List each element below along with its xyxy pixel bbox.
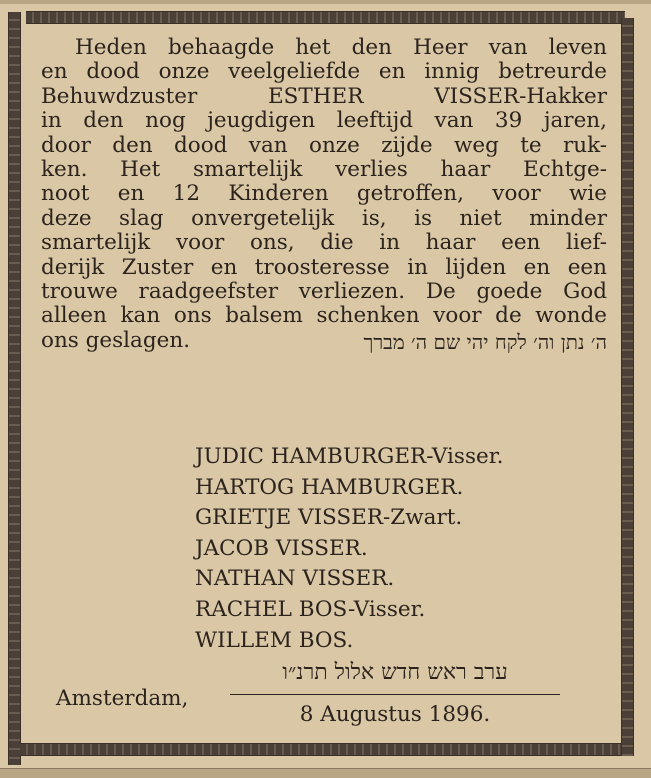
place-name: Amsterdam, xyxy=(56,686,189,711)
notice-line: noot en 12 Kinderen getroffen, voor wie xyxy=(41,181,607,207)
notice-line: ken. Het smartelijk verlies haar Echtge- xyxy=(41,157,607,183)
signatory-name: RACHEL BOS-Visser. xyxy=(195,596,426,622)
notice-line: Heden behaagde het den Heer van leven xyxy=(75,35,607,60)
notice-line: Behuwdzuster ESTHER VISSER-Hakker xyxy=(41,83,607,109)
hebrew-verse: ה׳ נתן וה׳ לקח יהי שם ה׳ מברך xyxy=(363,329,607,354)
date-divider xyxy=(230,694,560,695)
signatory-name: HARTOG HAMBURGER. xyxy=(195,474,464,500)
signatory-name: JACOB VISSER. xyxy=(195,535,368,561)
gregorian-date: 8 Augustus 1896. xyxy=(299,702,491,727)
border-rule-right xyxy=(621,18,634,756)
border-rule-top xyxy=(26,11,625,24)
signatory-name: WILLEM BOS. xyxy=(195,627,354,653)
notice-line: deze slag onvergetelijk is, is niet minder xyxy=(41,205,607,231)
notice-line: door den dood van onze zijde weg te ruk- xyxy=(41,132,607,158)
signatory-name: JUDIC HAMBURGER-Visser. xyxy=(195,444,504,469)
page-edge-top xyxy=(0,0,651,4)
signatory-name: GRIETJE VISSER-Zwart. xyxy=(195,505,463,531)
border-rule-bottom xyxy=(20,743,621,756)
notice-body xyxy=(41,36,607,354)
border-rule-left xyxy=(8,12,21,765)
notice-line: in den nog jeugdigen leeftijd van 39 jaren, xyxy=(41,108,607,134)
notice-line: alleen kan ons balsem schenken voor de wonde xyxy=(41,303,607,329)
notice-final-line xyxy=(41,329,607,353)
notice-line: ons geslagen. xyxy=(41,327,191,353)
signatories-list xyxy=(195,442,503,656)
notice-line: trouwe raadgeefster verliezen. De goede God xyxy=(41,279,607,305)
signatory-name: NATHAN VISSER. xyxy=(195,566,395,592)
notice-line: derijk Zuster en troosteresse in lijden en een xyxy=(41,254,607,280)
notice-line: en dood onze veelgeliefde en innig betreurde xyxy=(41,59,607,85)
notice-line: smartelijk voor ons, die in haar een lief- xyxy=(41,230,607,256)
hebrew-date: ערב ראש חדש אלול תרנ״ו xyxy=(282,660,508,685)
